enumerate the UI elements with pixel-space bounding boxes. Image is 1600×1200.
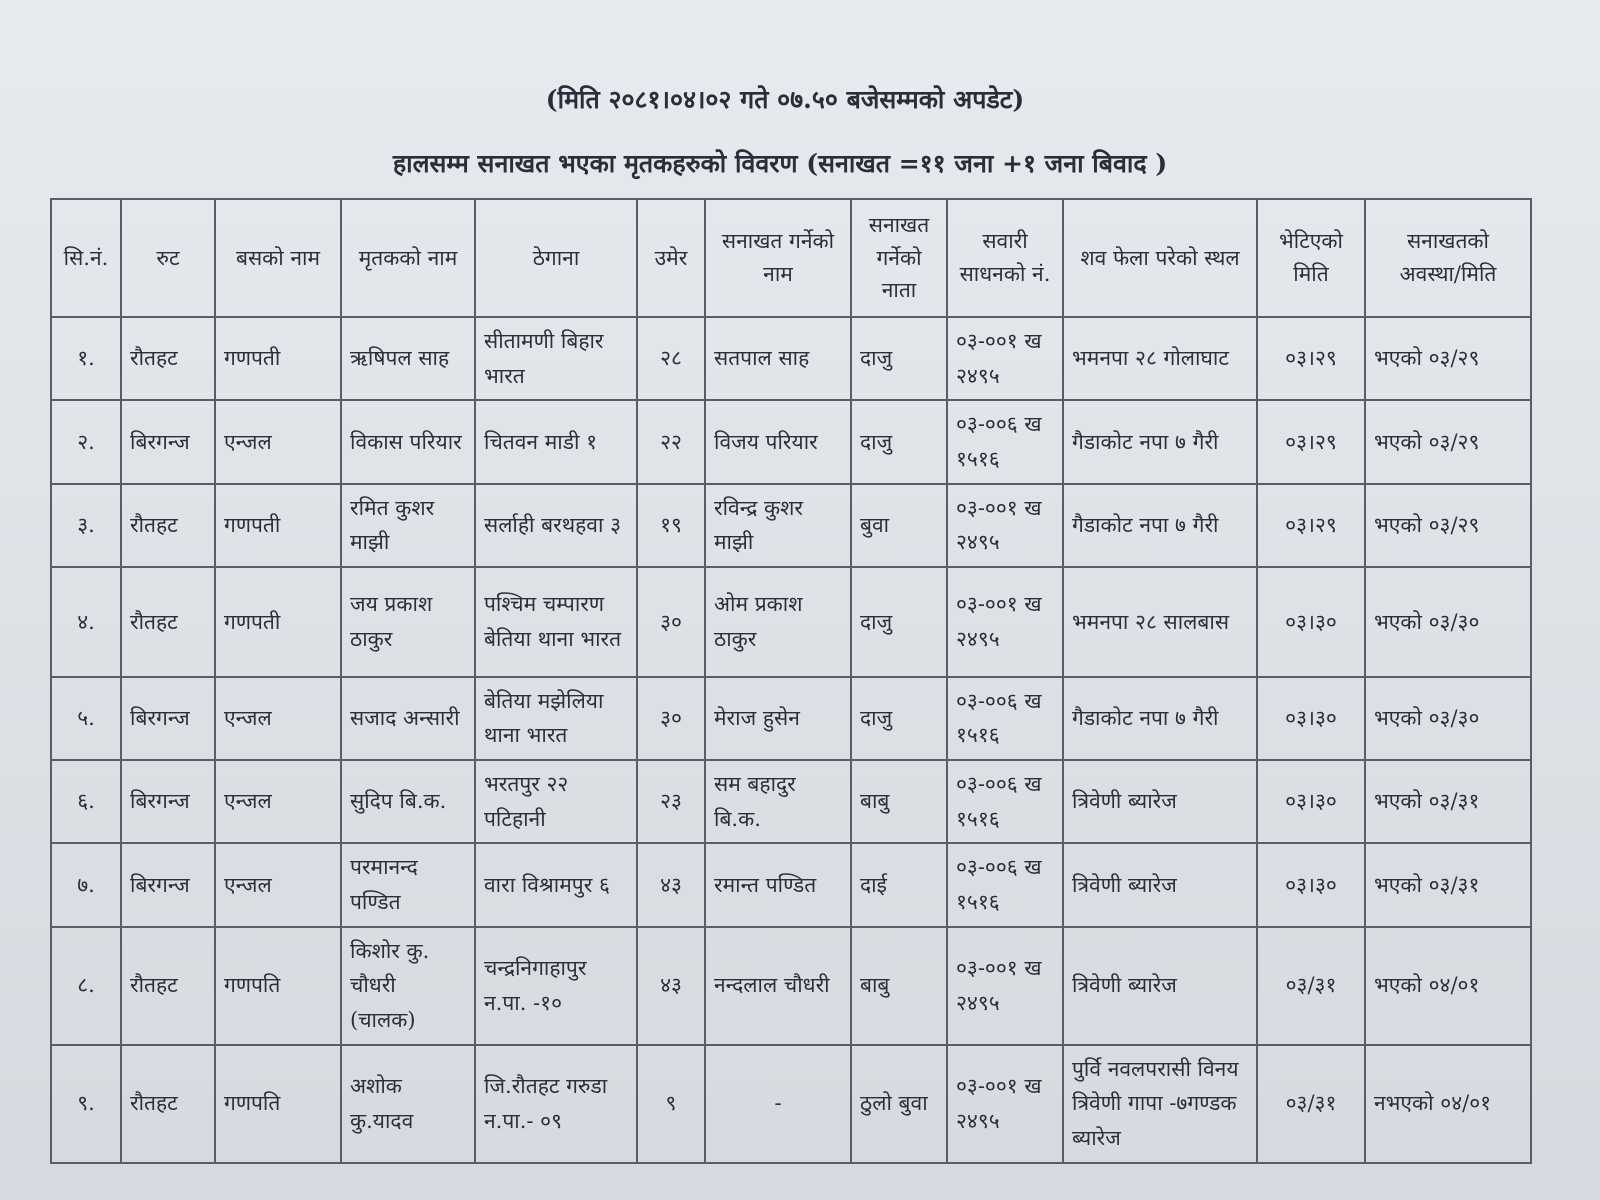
cell-body-found-location: पुर्वि नवलपरासी विनय त्रिवेणी गापा -७गण्डक ब्यारेज xyxy=(1063,1045,1257,1163)
cell-vehicle-number: ०३-००१ ख २४९५ xyxy=(947,1045,1063,1163)
cell-age: ४३ xyxy=(637,843,705,926)
cell-found-date: ०३।३० xyxy=(1257,567,1365,677)
cell-identifier-name: - xyxy=(705,1045,851,1163)
cell-identifier-name: रमान्त पण्डित xyxy=(705,843,851,926)
cell-bus-name: गणपति xyxy=(215,927,341,1045)
cell-bus-name: गणपती xyxy=(215,317,341,400)
cell-route: रौतहट xyxy=(121,927,215,1045)
cell-identification-status: भएको ०३/२९ xyxy=(1365,400,1531,483)
cell-deceased-name: सजाद अन्सारी xyxy=(341,677,475,760)
cell-route: बिरगन्ज xyxy=(121,677,215,760)
cell-identification-status: भएको ०३/३१ xyxy=(1365,760,1531,843)
header-vehicle-number: सवारी साधनको नं. xyxy=(947,199,1063,317)
cell-body-found-location: भमनपा २८ सालबास xyxy=(1063,567,1257,677)
cell-found-date: ०३।२९ xyxy=(1257,317,1365,400)
cell-bus-name: एन्जल xyxy=(215,677,341,760)
cell-bus-name: एन्जल xyxy=(215,843,341,926)
cell-vehicle-number: ०३-००१ ख २४९५ xyxy=(947,567,1063,677)
cell-serial: ४. xyxy=(51,567,121,677)
cell-vehicle-number: ०३-००६ ख १५१६ xyxy=(947,760,1063,843)
cell-serial: ८. xyxy=(51,927,121,1045)
cell-age: ३० xyxy=(637,567,705,677)
table-row xyxy=(51,1045,1531,1163)
table-row xyxy=(51,317,1531,400)
table-row xyxy=(51,400,1531,483)
cell-found-date: ०३।३० xyxy=(1257,760,1365,843)
cell-address: जि.रौतहट गरुडा न.पा.- ०९ xyxy=(475,1045,637,1163)
cell-identifier-name: मेराज हुसेन xyxy=(705,677,851,760)
cell-address: बेतिया मझेलिया थाना भारत xyxy=(475,677,637,760)
cell-age: ३० xyxy=(637,677,705,760)
cell-body-found-location: गैडाकोट नपा ७ गैरी xyxy=(1063,677,1257,760)
cell-identifier-name: नन्दलाल चौधरी xyxy=(705,927,851,1045)
cell-address: सीतामणी बिहार भारत xyxy=(475,317,637,400)
header-address: ठेगाना xyxy=(475,199,637,317)
cell-identifier-relation: दाजु xyxy=(851,677,947,760)
header-bus-name: बसको नाम xyxy=(215,199,341,317)
cell-body-found-location: भमनपा २८ गोलाघाट xyxy=(1063,317,1257,400)
cell-body-found-location: त्रिवेणी ब्यारेज xyxy=(1063,760,1257,843)
cell-bus-name: एन्जल xyxy=(215,400,341,483)
cell-route: बिरगन्ज xyxy=(121,400,215,483)
cell-deceased-name: जय प्रकाश ठाकुर xyxy=(341,567,475,677)
cell-vehicle-number: ०३-००१ ख २४९५ xyxy=(947,927,1063,1045)
cell-deceased-name: रमित कुशर माझी xyxy=(341,484,475,567)
cell-address: वारा विश्रामपुर ६ xyxy=(475,843,637,926)
cell-serial: १. xyxy=(51,317,121,400)
cell-vehicle-number: ०३-००६ ख १५१६ xyxy=(947,677,1063,760)
cell-bus-name: गणपती xyxy=(215,567,341,677)
cell-identifier-relation: दाजु xyxy=(851,567,947,677)
cell-age: २८ xyxy=(637,317,705,400)
update-date-line: (मिति २०८१।०४।०२ गते ०७.५० बजेसम्मको अपडेट) xyxy=(545,85,1025,114)
cell-identification-status: नभएको ०४/०१ xyxy=(1365,1045,1531,1163)
header-serial: सि.नं. xyxy=(51,199,121,317)
table-row xyxy=(51,677,1531,760)
cell-serial: २. xyxy=(51,400,121,483)
table-row xyxy=(51,843,1531,926)
cell-bus-name: गणपती xyxy=(215,484,341,567)
cell-vehicle-number: ०३-००६ ख १५१६ xyxy=(947,843,1063,926)
cell-identifier-relation: बुवा xyxy=(851,484,947,567)
cell-bus-name: गणपति xyxy=(215,1045,341,1163)
header-route: रुट xyxy=(121,199,215,317)
deceased-details-table xyxy=(50,198,1532,1164)
cell-age: २२ xyxy=(637,400,705,483)
cell-route: बिरगन्ज xyxy=(121,760,215,843)
cell-identifier-name: सम बहादुर बि.क. xyxy=(705,760,851,843)
cell-deceased-name: सुदिप बि.क. xyxy=(341,760,475,843)
cell-identification-status: भएको ०३/३१ xyxy=(1365,843,1531,926)
cell-found-date: ०३/३१ xyxy=(1257,1045,1365,1163)
cell-identification-status: भएको ०३/३० xyxy=(1365,677,1531,760)
cell-body-found-location: त्रिवेणी ब्यारेज xyxy=(1063,843,1257,926)
cell-deceased-name: अशोक कु.यादव xyxy=(341,1045,475,1163)
cell-serial: ७. xyxy=(51,843,121,926)
cell-age: ४३ xyxy=(637,927,705,1045)
cell-identifier-relation: दाजु xyxy=(851,317,947,400)
cell-identifier-relation: दाई xyxy=(851,843,947,926)
cell-address: भरतपुर २२ पटिहानी xyxy=(475,760,637,843)
cell-identifier-relation: ठुलो बुवा xyxy=(851,1045,947,1163)
header-age: उमेर xyxy=(637,199,705,317)
cell-age: १९ xyxy=(637,484,705,567)
cell-found-date: ०३।३० xyxy=(1257,677,1365,760)
cell-body-found-location: त्रिवेणी ब्यारेज xyxy=(1063,927,1257,1045)
cell-identifier-relation: बाबु xyxy=(851,927,947,1045)
cell-vehicle-number: ०३-००१ ख २४९५ xyxy=(947,317,1063,400)
cell-address: चन्द्रनिगाहापुर न.पा. -१० xyxy=(475,927,637,1045)
cell-identification-status: भएको ०३/२९ xyxy=(1365,484,1531,567)
table-row xyxy=(51,567,1531,677)
cell-identifier-relation: बाबु xyxy=(851,760,947,843)
cell-route: रौतहट xyxy=(121,567,215,677)
cell-vehicle-number: ०३-००६ ख १५१६ xyxy=(947,400,1063,483)
cell-identifier-name: सतपाल साह xyxy=(705,317,851,400)
cell-bus-name: एन्जल xyxy=(215,760,341,843)
cell-identifier-name: ओम प्रकाश ठाकुर xyxy=(705,567,851,677)
cell-body-found-location: गैडाकोट नपा ७ गैरी xyxy=(1063,484,1257,567)
cell-deceased-name: विकास परियार xyxy=(341,400,475,483)
page-title: हालसम्म सनाखत भएका मृतकहरुको विवरण (सनाखत =११ जना +१ जना बिवाद ) xyxy=(392,149,1168,178)
cell-serial: ६. xyxy=(51,760,121,843)
cell-identification-status: भएको ०३/२९ xyxy=(1365,317,1531,400)
cell-identifier-name: विजय परियार xyxy=(705,400,851,483)
table-row xyxy=(51,760,1531,843)
cell-address: पश्चिम चम्पारण बेतिया थाना भारत xyxy=(475,567,637,677)
cell-vehicle-number: ०३-००१ ख २४९५ xyxy=(947,484,1063,567)
cell-age: ९ xyxy=(637,1045,705,1163)
header-identification-status: सनाखतको अवस्था/मिति xyxy=(1365,199,1531,317)
cell-identifier-relation: दाजु xyxy=(851,400,947,483)
cell-route: रौतहट xyxy=(121,317,215,400)
cell-found-date: ०३।२९ xyxy=(1257,484,1365,567)
table-header-row xyxy=(51,199,1531,317)
cell-deceased-name: किशोर कु. चौधरी (चालक) xyxy=(341,927,475,1045)
cell-age: २३ xyxy=(637,760,705,843)
cell-route: बिरगन्ज xyxy=(121,843,215,926)
header-deceased-name: मृतकको नाम xyxy=(341,199,475,317)
header-body-found-location: शव फेला परेको स्थल xyxy=(1063,199,1257,317)
table-row xyxy=(51,927,1531,1045)
cell-identifier-name: रविन्द्र कुशर माझी xyxy=(705,484,851,567)
cell-address: सर्लाही बरथहवा ३ xyxy=(475,484,637,567)
cell-found-date: ०३।३० xyxy=(1257,843,1365,926)
cell-identification-status: भएको ०४/०१ xyxy=(1365,927,1531,1045)
cell-found-date: ०३/३१ xyxy=(1257,927,1365,1045)
cell-serial: ३. xyxy=(51,484,121,567)
cell-body-found-location: गैडाकोट नपा ७ गैरी xyxy=(1063,400,1257,483)
cell-serial: ५. xyxy=(51,677,121,760)
header-identifier-name: सनाखत गर्नेको नाम xyxy=(705,199,851,317)
deceased-details-table-wrapper xyxy=(50,198,1530,1164)
cell-route: रौतहट xyxy=(121,1045,215,1163)
cell-route: रौतहट xyxy=(121,484,215,567)
cell-identification-status: भएको ०३/३० xyxy=(1365,567,1531,677)
cell-deceased-name: परमानन्द पण्डित xyxy=(341,843,475,926)
cell-deceased-name: ऋषिपल साह xyxy=(341,317,475,400)
header-found-date: भेटिएको मिति xyxy=(1257,199,1365,317)
cell-found-date: ०३।२९ xyxy=(1257,400,1365,483)
cell-address: चितवन माडी १ xyxy=(475,400,637,483)
cell-serial: ९. xyxy=(51,1045,121,1163)
table-row xyxy=(51,484,1531,567)
header-identifier-relation: सनाखत गर्नेको नाता xyxy=(851,199,947,317)
